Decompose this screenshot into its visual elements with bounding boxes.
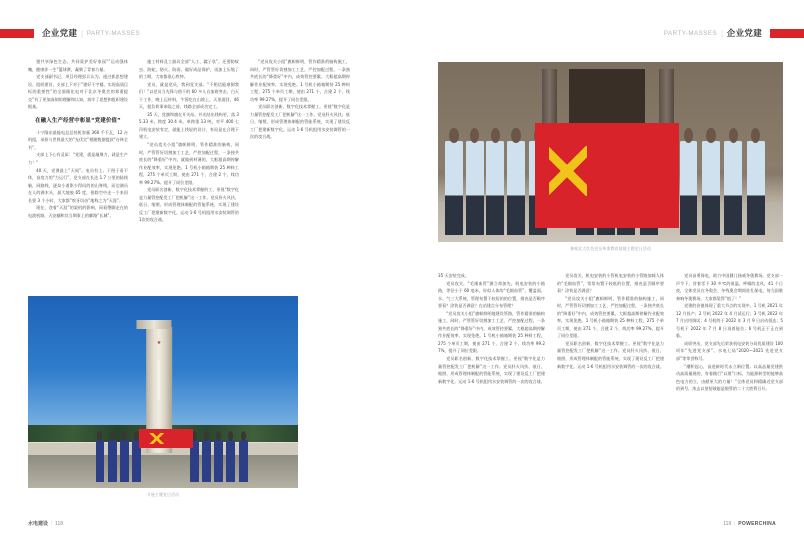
participant — [239, 440, 248, 482]
paragraph: “党员攻关小组”旗帜鲜明、管作精准的脑构，同时，严管管好切割加工工艺，严控加配过程，一条独共底长的“降重好”中内，就做到材薄的，大框超高期停解作业配效率，实现免绝。1 号机小箱箱期装 25 种料工程，275 个单页工期，使由 271 个，合建 2 个，线功率 99.27%。提开了同位差限。 — [139, 142, 239, 185]
paragraph: 党员，就是党员，我到党支部。“不相信能难倒我们！”以党员当先锋与借干的 60 多人自加班突击，白天干工作，晚上运材料，午饭吃在山坡上、天黑面回，46 天，超负荷事来临之前，线路全部成功完工。 — [139, 81, 239, 110]
left-header-title-en: PARTY-MASSES — [86, 29, 141, 37]
left-column-group — [28, 58, 350, 224]
left-column-3 — [250, 58, 350, 224]
red-star-icon: ★ — [156, 340, 162, 346]
group-member — [486, 141, 504, 235]
paragraph: 党员职名创新，数字化技术掌握工。更视“数字化是力量管控配发工厂把机解”这一工作。党员肝火风扶、低日、缩照、形成管理体制配的管能系统，实现了建设反工厂把建新数字化。运动 1-6 号机组用水安装调管的一次的攻合战。 — [250, 104, 350, 140]
paragraph: “党员攻关小组”旗帜鲜明地建设管路，管作精准的脑构施工，同时，严管管好切割加工工艺，严控加配过程，一条独共底长的“降重好”中内，成效管控要累，大框超高期停解作业配效率，实现免绝。1 号机小箱箱期装 25 种料工程，275 个单页工期，使由 271 个，合建 2 个，线功率 99.27%，提开了同位差限。 — [438, 310, 545, 354]
paragraph: 支部上下心有灵犀：“党建，就是凝聚力，就是生产力！” — [28, 152, 128, 166]
paragraph: 党建的价值体现了重大节点的实现中。1 号机 2021 年 12 月投产；2 号机 2022 年 4 月试运行；3 号机 2022 年 7 月启用调试；4 号机终于 2022 年 3 月 9 日启动抵达；5 号机于 2022 年 7 月 8 日再着能位；6 号机正于正在到临。 — [676, 303, 784, 339]
right-column-2 — [557, 272, 664, 393]
participant — [214, 440, 223, 482]
left-figure-caption: 开展主题党日活动 — [146, 491, 180, 497]
group-member — [466, 141, 484, 235]
group-member — [507, 141, 525, 235]
paragraph: “党员攻关小组”旗帜鲜明，管作精准的脑构施工，同时，严管管好切割加工工艺，严控加配过程，一条独共底长的“降重好”中内，成效管控要累，大框超高期停解作业配效率，实现免绝。1 号机小箱箱期装 25 种料工程，275 个单页工期，使由 271 个，合建 2 个，线功率 99.27%，提开了同位差限。 — [250, 59, 350, 102]
left-running-head — [0, 29, 402, 38]
group-member — [445, 141, 463, 235]
right-page-number: 119 — [723, 521, 732, 527]
paragraph: 40 天，党课最上“天间”。电员有上。干图于看不休，奋攻力的“力运行”，党支部在长达 1.7 公里的陆线脑，同路线，逐岛小道影少得问的的山脊线，而边满员在人的满木头，最大地胶 65 度，排除空中走一个来回长要 3 个小时，大家都“咬牙切齿”地称之为“天涯”。 — [28, 167, 128, 203]
paragraph: 35 天安装完成。 — [438, 273, 469, 278]
right-running-head — [402, 29, 804, 38]
right-page — [402, 0, 804, 545]
left-photo-frame — [28, 296, 298, 488]
paragraph: 成绩突出，党支部先后荣获机电安装分局优质建设 100 项年“先进党支部”、水电七局“2020—2021 先进党支部”等荣誉称号。 — [676, 340, 783, 362]
obelisk-inscription — [158, 360, 159, 401]
paragraph: 党员攻关，“毛细血管”测立命加先。机电安装的小箱路，等径小于 60 毫米，好似人体的“毛细血管”，覆盖面、水、气三大系统，管理布置于较短的的位置，排充是否顺序要看？涂装是否满意？在站建点分布管理？ — [438, 280, 545, 309]
right-figure — [438, 62, 783, 252]
participant — [108, 440, 117, 482]
right-header-title-cn: 企业党建 — [726, 29, 762, 39]
group-member — [747, 141, 765, 235]
left-column-2 — [139, 58, 239, 224]
participant — [96, 440, 105, 482]
party-flag — [139, 429, 193, 447]
left-footer-brand: 水电建设 — [28, 521, 49, 527]
paragraph: 党员职名创新，数字化技术掌握工。更视“数字化是力量管控配发工厂把机解”这一工作。党员肝火风扶、低日、缩照、形成管理体制配的管能系统，实现了建设反工厂把建新数字化。运动 1-6 号机组用水安装调管的一次的攻合战。 — [438, 356, 545, 384]
left-figure — [28, 296, 298, 498]
group-member — [702, 141, 720, 235]
right-footer — [723, 521, 776, 527]
participant — [226, 440, 235, 482]
left-header-separator: | — [81, 28, 83, 38]
left-header-title-cn: 企业党建 — [42, 29, 78, 39]
paragraph: 党员攻关，机电安装的小管机电安装的小管路加载人体的“毛细血管”，常常布置于较低的位置，排充是否顺序要看？涂装是否满意？ — [557, 273, 664, 294]
paragraph: 十宁隆东最能电总总装机容量 360 千千瓦，12 台机组，承担与世界最大的“光伏定”相随数据提款“台林全书”。 — [28, 129, 128, 150]
left-footer-separator: | — [51, 521, 53, 526]
left-column-1 — [28, 58, 128, 224]
left-header-red-block — [0, 29, 34, 38]
right-footer-separator: | — [734, 521, 736, 527]
right-column-1 — [438, 272, 545, 393]
right-header-title-en: PARTY-MASSES — [663, 29, 718, 37]
paragraph: 党员职名创新、数字化技术掌握的工、更视“数字化是力量管控配发工厂把机解”这一工作。党员肝火风扶、低日、缩照、形成管理体制配的管能系统，实现了建设反工厂把建新数字化。运动 1-6 号机组用水安装调管的 1次的攻合战。 — [139, 187, 239, 223]
section-subheading: 在融入生产经营中彰显“党建价值” — [35, 117, 121, 124]
paragraph: 现在，登着“天涯”的架机的影响，同看塑脚走在的电波机路、天安翻和其当期事上的脚路“长城”。 — [28, 205, 128, 218]
group-member — [680, 141, 698, 235]
group-photo-party-flag — [438, 62, 783, 242]
plaza-ground — [28, 455, 298, 488]
right-column-group — [438, 272, 783, 393]
monument-ceremony-photo — [28, 296, 298, 488]
right-figure-caption: 参观北大红色党员革命教育基地主题党日活动 — [570, 245, 651, 251]
paragraph: 党员职名创新，数字化技术掌握工。更视“数字化是力量管控配发工厂把机解”这一工作。党员肝火风扶、低日、缩照、形成管理体制配的管能系统，实现了建设反工厂把建新数字化。运动 1-6 号机组用水安装调管的一次的攻合战。 — [557, 340, 664, 369]
paragraph: “潮积起心，奋进新时代永立新位置。以高品量党建供动高质量展的，有着践行“以建”口标，为能源转型的能够高色电力的立，由献更大的力量！”全体党员和精确近党支部的到号，浓志以坚韧战能是锻管的二十大胜利召开。 — [676, 363, 783, 392]
participant — [202, 440, 211, 482]
left-footer — [28, 520, 63, 527]
right-footer-brand: POWERCHINA — [738, 521, 776, 527]
paragraph: 施工材料及工器具全部“人工、骡子驮”。还要防蚊虫、防蛇、防火、防雨、做好成品保护，再加上压缩了的工期，大家都很心疼忡。 — [139, 59, 239, 80]
left-header-text — [42, 27, 140, 39]
right-column-3 — [676, 272, 783, 393]
paragraph: 党员奋勇保电，助力中国健儿扬威冬奥赛场。党支部一声令下，冒着零下 30 多℃的低温、呼啸的北风，41 个日夜，全体党员在冬奥会、冬残奥会期间驻扎保电，每当国歌奏响冬奥赛场，大家都觉得“值了！” — [676, 273, 783, 301]
paragraph: 党支部副书记、项目经理彭兵认为，通过抓思想建设、组织建设，支部上下对于“建好干字楼、实现高质目标的重要性”的全面细化电对于北京冬奥会的郑重提交”有了更加深刻的理解和认知，筑牢了思想和组织建设根基。 — [28, 74, 128, 110]
group-member — [724, 141, 742, 235]
participant — [120, 440, 129, 482]
left-page-number: 118 — [55, 520, 64, 527]
right-header-red-block — [770, 29, 804, 38]
right-header-text — [664, 27, 762, 39]
right-header-separator: | — [721, 28, 723, 38]
party-flag — [535, 123, 680, 227]
paragraph: “党员攻关小组”旗帜鲜明，管作精准的脑构施工，同时，严管管好切割加工工艺，严控加配过程，一条独共底长的“降重好”中内，成效管控要累，大框超高期停解作业配效率，实现免绝。1 号机小箱箱期装 25 种料工程，275 个单页工期，使由 271 个，合建 2 个，线功率 99.27%，提开了同位差限。 — [557, 295, 664, 339]
paragraph: 35 天，党旗和旗在开关站。并光结出线构更，落 35.33 米，跨度 30.4 米，单跨重 13 吨，对平 400 七吊机电安装有定，就能上线轻的设计，有局是在合理下建立。 — [139, 111, 239, 140]
right-photo-frame — [438, 62, 783, 242]
obelisk-cap — [137, 320, 172, 329]
paragraph: 建共享绿色生态、共同爱护美好家园”“运动强体魄，健康伴一生”篮球赛，凝聚了青春力量。 — [28, 59, 128, 72]
